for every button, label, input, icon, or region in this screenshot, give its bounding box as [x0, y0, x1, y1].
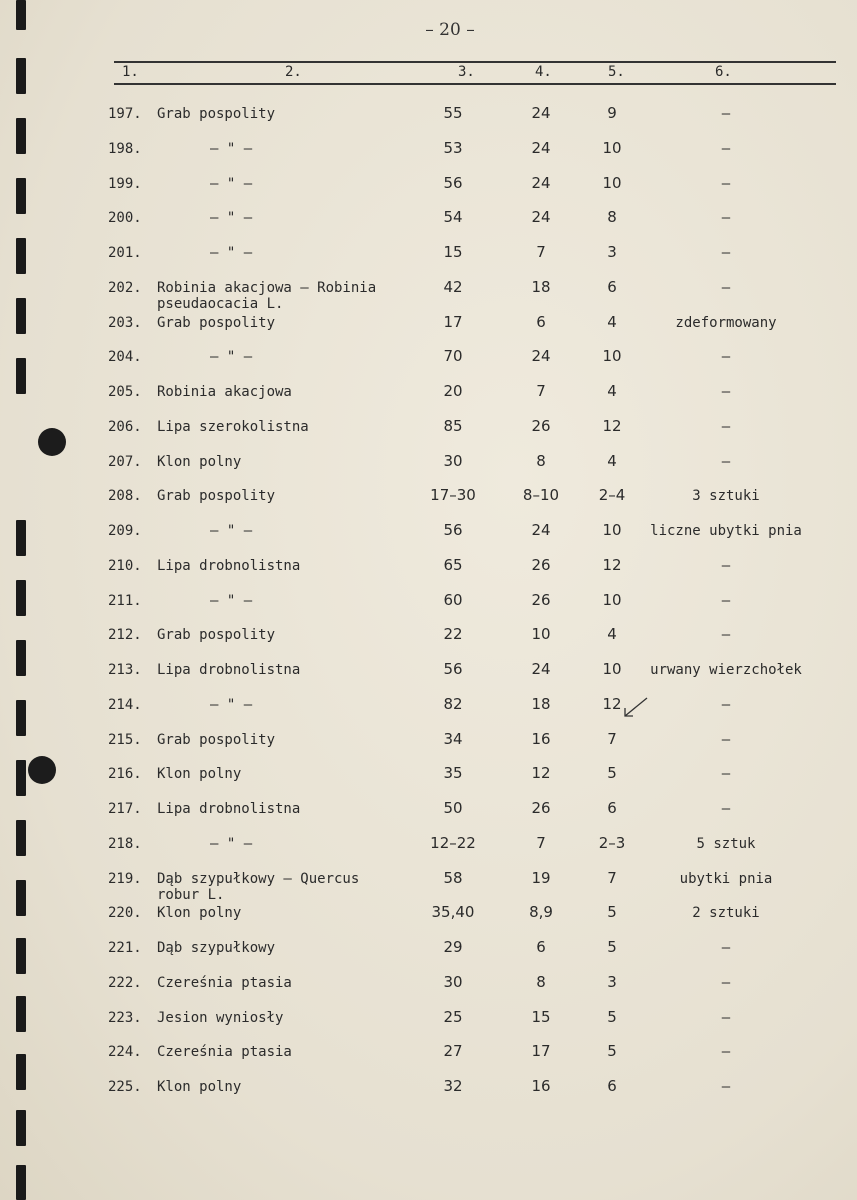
value-col3: 32	[443, 1077, 463, 1095]
row-number: 211.	[108, 592, 142, 609]
remarks: –	[721, 210, 731, 227]
row-number: 199.	[108, 175, 142, 192]
remarks: –	[721, 384, 731, 400]
value-col3: 25	[443, 1007, 463, 1026]
value-col5: 3	[607, 243, 617, 261]
remarks: urwany wierzchołek	[650, 662, 802, 678]
value-col4: 26	[531, 799, 551, 817]
value-col5: 5	[607, 764, 617, 783]
value-col5: 12	[602, 694, 622, 713]
value-col5: 5	[607, 903, 617, 922]
value-col3: 12–22	[430, 833, 476, 852]
remarks: 5 sztuk	[696, 835, 756, 852]
value-col5: 9	[607, 104, 617, 122]
remarks: 3 sztuki	[692, 488, 760, 505]
row-number: 200.	[108, 210, 142, 227]
value-col4: 19	[531, 868, 551, 887]
row-number: 197.	[108, 106, 142, 122]
value-col4: 16	[531, 1077, 551, 1095]
value-col5: 4	[607, 625, 617, 644]
row-number: 225.	[108, 1079, 142, 1095]
column-header-6: 6.	[715, 64, 732, 80]
row-number: 208.	[108, 488, 142, 505]
value-col5: 10	[602, 660, 622, 678]
species-name: – " –	[210, 523, 253, 539]
value-col3: 20	[443, 382, 463, 400]
value-col3: 42	[443, 277, 463, 296]
row-number: 216.	[108, 766, 142, 783]
value-col4: 26	[531, 555, 551, 574]
species-name: Klon polny	[157, 766, 242, 783]
column-header-2: 2.	[285, 64, 302, 80]
value-col5: 10	[602, 138, 622, 157]
row-number: 204.	[108, 349, 142, 366]
value-col4: 18	[531, 694, 551, 713]
species-name: Klon polny	[157, 1079, 242, 1095]
value-col4: 24	[531, 173, 551, 192]
value-col5: 8	[607, 208, 617, 227]
value-col5: 6	[607, 1077, 617, 1095]
row-number: 217.	[108, 801, 142, 817]
row-number: 218.	[108, 835, 142, 852]
value-col5: 5	[607, 938, 617, 956]
value-col3: 35,40	[431, 903, 475, 922]
remarks: –	[721, 696, 731, 713]
value-col4: 24	[531, 104, 551, 122]
remarks: –	[721, 1044, 731, 1061]
value-col4: 16	[531, 729, 551, 748]
row-number: 221.	[108, 940, 142, 956]
remarks: –	[721, 627, 731, 644]
column-header-4: 4.	[535, 64, 552, 80]
species-name: – " –	[210, 835, 253, 852]
value-col5: 7	[607, 868, 617, 887]
value-col5: 10	[602, 521, 622, 539]
column-header-1: 1.	[122, 64, 139, 80]
value-col4: 17	[531, 1042, 551, 1061]
value-col3: 60	[443, 590, 463, 609]
value-col4: 6	[536, 312, 546, 331]
remarks: –	[721, 245, 731, 261]
species-name: Lipa drobnolistna	[157, 801, 301, 817]
species-name: – " –	[210, 696, 253, 713]
table-row	[0, 1077, 857, 1117]
row-number: 205.	[108, 384, 142, 400]
annotation-arrow	[620, 696, 650, 720]
row-number: 222.	[108, 974, 142, 991]
species-name: – " –	[210, 210, 253, 227]
value-col4: 7	[536, 382, 546, 400]
value-col3: 29	[443, 938, 463, 956]
value-col4: 10	[531, 625, 551, 644]
row-number: 212.	[108, 627, 142, 644]
value-col5: 10	[602, 173, 622, 192]
remarks: –	[721, 1009, 731, 1026]
species-name: Grab pospolity	[157, 106, 276, 122]
value-col4: 24	[531, 138, 551, 157]
value-col4: 8	[536, 451, 546, 470]
value-col3: 22	[443, 625, 463, 644]
species-name: – " –	[210, 245, 253, 261]
remarks: –	[721, 731, 731, 748]
species-name: Lipa drobnolistna	[157, 662, 301, 678]
remarks: –	[721, 1079, 731, 1095]
remarks: zdeformowany	[675, 314, 777, 331]
value-col4: 12	[531, 764, 551, 783]
row-number: 201.	[108, 245, 142, 261]
value-col5: 7	[607, 729, 617, 748]
value-col3: 65	[443, 555, 463, 574]
value-col4: 7	[536, 833, 546, 852]
value-col3: 54	[443, 208, 463, 227]
row-number: 213.	[108, 662, 142, 678]
row-number: 215.	[108, 731, 142, 748]
value-col5: 4	[607, 312, 617, 331]
species-name: Czereśnia ptasia	[157, 974, 292, 991]
value-col3: 30	[443, 451, 463, 470]
species-name: Robinia akacjowa – Robinia pseudaocacia L.	[157, 279, 377, 312]
row-number: 203.	[108, 314, 142, 331]
remarks: 2 sztuki	[692, 905, 760, 922]
value-col4: 24	[531, 521, 551, 539]
remarks: –	[721, 592, 731, 609]
row-number: 214.	[108, 696, 142, 713]
remarks: –	[721, 557, 731, 574]
species-name: Czereśnia ptasia	[157, 1044, 292, 1061]
value-col4: 18	[531, 277, 551, 296]
value-col3: 50	[443, 799, 463, 817]
value-col5: 2–4	[598, 486, 626, 505]
value-col3: 15	[443, 243, 463, 261]
species-name: Robinia akacjowa	[157, 384, 292, 400]
remarks: –	[721, 801, 731, 817]
species-name: Grab pospolity	[157, 731, 276, 748]
row-number: 202.	[108, 279, 142, 296]
value-col3: 34	[443, 729, 463, 748]
binder-bar	[16, 58, 26, 94]
value-col4: 26	[531, 416, 551, 435]
remarks: –	[721, 279, 731, 296]
row-number: 223.	[108, 1009, 142, 1026]
value-col3: 17–30	[430, 486, 476, 505]
remarks: –	[721, 175, 731, 192]
row-number: 206.	[108, 418, 142, 435]
value-col3: 30	[443, 972, 463, 991]
remarks: –	[721, 418, 731, 435]
species-name: Dąb szypułkowy – Quercus robur L.	[157, 870, 360, 903]
row-number: 224.	[108, 1044, 142, 1061]
value-col4: 8,9	[529, 903, 553, 922]
species-name: – " –	[210, 140, 253, 157]
value-col4: 15	[531, 1007, 551, 1026]
value-col4: 8–10	[522, 486, 560, 505]
column-header-3: 3.	[458, 64, 475, 80]
header-rule-top	[114, 61, 836, 63]
value-col4: 24	[531, 347, 551, 366]
row-number: 198.	[108, 140, 142, 157]
species-name: Grab pospolity	[157, 314, 276, 331]
value-col3: 17	[443, 312, 463, 331]
remarks: liczne ubytki pnia	[650, 523, 802, 539]
value-col3: 70	[443, 347, 463, 366]
species-name: Klon polny	[157, 905, 242, 922]
row-number: 210.	[108, 557, 142, 574]
value-col4: 8	[536, 972, 546, 991]
value-col5: 3	[607, 972, 617, 991]
value-col5: 2–3	[598, 833, 626, 852]
value-col3: 82	[443, 694, 463, 713]
species-name: – " –	[210, 349, 253, 366]
species-name: Klon polny	[157, 453, 242, 470]
value-col5: 4	[607, 382, 617, 400]
remarks: ubytki pnia	[679, 870, 773, 887]
value-col5: 5	[607, 1042, 617, 1061]
row-number: 209.	[108, 523, 142, 539]
species-name: Grab pospolity	[157, 488, 276, 505]
value-col5: 10	[602, 590, 622, 609]
remarks: –	[721, 453, 731, 470]
value-col5: 12	[602, 416, 622, 435]
value-col5: 6	[607, 277, 617, 296]
remarks: –	[721, 940, 731, 956]
value-col3: 58	[443, 868, 463, 887]
value-col4: 6	[536, 938, 546, 956]
value-col4: 24	[531, 660, 551, 678]
species-name: Grab pospolity	[157, 627, 276, 644]
value-col3: 56	[443, 660, 463, 678]
column-header-5: 5.	[608, 64, 625, 80]
species-name: – " –	[210, 592, 253, 609]
value-col4: 26	[531, 590, 551, 609]
remarks: –	[721, 140, 731, 157]
value-col4: 7	[536, 243, 546, 261]
row-number: 219.	[108, 870, 142, 887]
remarks: –	[721, 349, 731, 366]
value-col3: 27	[443, 1042, 463, 1061]
value-col3: 53	[443, 138, 463, 157]
value-col3: 35	[443, 764, 463, 783]
value-col5: 12	[602, 555, 622, 574]
remarks: –	[721, 106, 731, 122]
species-name: – " –	[210, 175, 253, 192]
row-number: 220.	[108, 905, 142, 922]
value-col3: 56	[443, 173, 463, 192]
species-name: Lipa drobnolistna	[157, 557, 301, 574]
page-number: – 20 –	[425, 20, 475, 40]
species-name: Dąb szypułkowy	[157, 940, 276, 956]
binder-bar	[16, 1165, 26, 1200]
value-col3: 85	[443, 416, 463, 435]
value-col3: 56	[443, 521, 463, 539]
value-col3: 55	[443, 104, 463, 122]
species-name: Lipa szerokolistna	[157, 418, 309, 435]
value-col5: 5	[607, 1007, 617, 1026]
header-rule-bottom	[114, 83, 836, 85]
value-col5: 10	[602, 347, 622, 366]
value-col5: 6	[607, 799, 617, 817]
value-col4: 24	[531, 208, 551, 227]
species-name: Jesion wyniosły	[157, 1009, 284, 1026]
remarks: –	[721, 766, 731, 783]
row-number: 207.	[108, 453, 142, 470]
remarks: –	[721, 974, 731, 991]
value-col5: 4	[607, 451, 617, 470]
